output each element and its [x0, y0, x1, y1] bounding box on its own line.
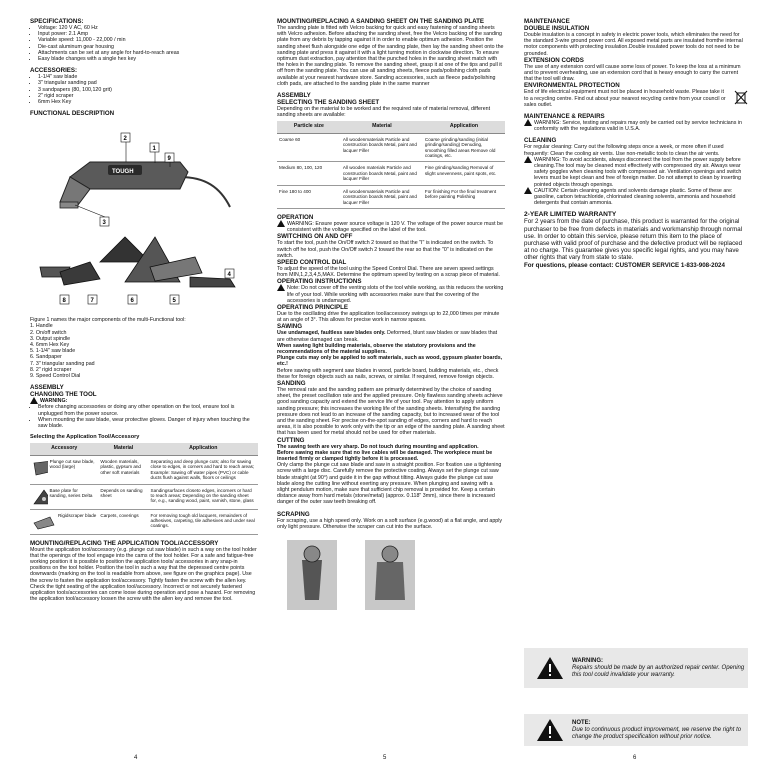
principle-heading: OPERATING PRINCIPLE	[277, 303, 349, 311]
table-header: Material	[341, 121, 423, 133]
weee-bin-icon	[734, 89, 748, 105]
cutting-heading: CUTTING	[277, 436, 305, 444]
blade-photos	[277, 540, 505, 610]
list-item: • Easy blade changes with a single hex key	[38, 56, 258, 62]
list-item: • 3 sandpapers (80, 100,120 grit)	[38, 87, 258, 93]
speed-heading: SPEED CONTROL DIAL	[277, 258, 347, 266]
warranty-heading: 2-YEAR LIMITED WARRANTY	[524, 211, 617, 219]
component-item: 8. 2" rigid scraper	[30, 366, 72, 373]
callout-8: 8	[62, 298, 66, 305]
maintenance-repairs-heading: MAINTENANCE & REPAIRS	[524, 113, 605, 121]
list-item: • 6mm Hex Key	[38, 99, 258, 105]
list-item: • Input power: 2.1 Amp	[38, 31, 258, 37]
sanding-sheet-text: The sanding plate is fitted with Velcro backing for quick and easy fastening of sanding sheets with Velcro adhesion. Before attaching the sanding sheet, free the Velcro backing of the sanding plate from any debris by tapping against it in order to enable optimum adhesion. Position the sanding sheet flush alongside one edge of the sanding plate, then lay the sanding sheet onto the sanding plate and press it against it with a light turning motion in clockwise direction. To ensure optimum dust extraction, pay attention that the punched holes in the sanding sheet match with the holes in the sanding plate. To remove the sanding sheet, grasp it at one of the tips and pull it off from the sanding plate. You can use all sanding sheets, fleece pads/polishing cloth pads available at your nearest hardware store. Sanding accessories, such as fleece pads/polishing cloth pads, are attached to the sanding plate in the same manner	[277, 25, 504, 87]
note-box	[524, 714, 748, 746]
operation-warning: WARNING: Ensure power source voltage is 120 V. The voltage of the power source must be consistent with the voltage specified on the label of the tool.	[287, 220, 503, 234]
double-insulation-heading: DOUBLE INSULATION	[524, 25, 590, 32]
callout-7: 7	[90, 298, 94, 305]
list-item: • 2" rigid scraper	[38, 93, 258, 99]
table-row: Rigidscraper blade Carpets, coverings For removing tough old lacquers, remainders of adhesives, carpeting, tile adhesives and under seal coatings.	[30, 509, 258, 534]
callout-6: 6	[130, 298, 134, 305]
table-row: Plunge cut saw blade, wood (large) Wooden materials, plastic, gypsum and other soft materials Separating and deep plunge cuts; also for sawing close to edges, in corners and hard to reach areas; Example: Sawing off water pipes (PVC) or cable ducts flush against walls, floors or ceilings	[30, 455, 258, 484]
saw-blade-icon	[32, 459, 48, 477]
extension-heading: EXTENSION CORDS	[524, 56, 584, 64]
maintenance-heading: MAINTENANCE	[524, 18, 570, 25]
component-item: 4. 6mm Hex Key	[30, 342, 70, 349]
column-page-5	[277, 18, 505, 610]
sanding-op-heading: SANDING	[277, 379, 306, 387]
warning-icon	[524, 119, 532, 126]
component-item: 2. On/off switch	[30, 329, 67, 336]
warning-icon	[524, 156, 532, 163]
sawing-heading: SAWING	[277, 323, 303, 331]
cleaning-text: For regular cleaning: Carry out the following steps once a week, or more often if used frequently: Clean the cooling air vents. Use non-metallic tools to clean the air vents.	[524, 144, 724, 157]
table-header: Accessory	[30, 443, 98, 455]
table-header: Application	[423, 121, 505, 133]
page-number-5: 5	[383, 755, 387, 761]
callout-2: 2	[123, 136, 127, 143]
table-row: Base plate for sanding, series Delta Depends on sanding sheet Sandingsurfaces closeto edges, incorners or hard to reach areas; Depending on the sanding sheet for, e.g., sanding wood, paint, varnish, stone, glass	[30, 484, 258, 509]
cutting-text: Only clamp the plunge cut saw blade and saw in a straight position. For fixation use a tightening screw with a large disc. Carefully remove the protective coating. Always set the plunge cut saw blade straight (at 90°) and guide it in the gap without tilting. Always guide the plunge cut saw blade along the cutting line without exerting any pressure. When plunging and sawing with a slight pendulum motion, make sure that sufficient chip removal is provided for. Keep a certain distance away from hard metals (stone/metal) (approx. 0.118" 3mm), since there is increased danger of the outer saw teeth breaking off.	[277, 462, 502, 506]
warranty-text: For 2 years from the date of purchase, this product is warranted for the original purchaser to be free from defects in materials and workmanship through normal use. In order to obtain this service, please return this item to the place of purchase with valid proof of purchase and the defective product will be replaced at no charge. This guarantee gives you specific legal rights, and you may have other rights that vary from state to state.	[524, 218, 743, 262]
callout-3: 3	[102, 220, 106, 227]
instructions-heading: OPERATING INSTRUCTIONS	[277, 278, 362, 286]
component-item: 5. 1-1/4" saw blade	[30, 348, 76, 355]
table-header: Application	[149, 443, 258, 455]
spec-heading: SPECIFICATIONS:	[30, 18, 84, 25]
grit-table	[277, 121, 505, 208]
brand-label: TOUGH	[112, 169, 134, 176]
table-header: Material	[98, 443, 148, 455]
table-header: Particle size	[277, 121, 341, 133]
warning-item: • When mounting the saw blade, wear protective gloves. Danger of injury when touching the saw blade.	[38, 417, 258, 429]
changing-heading: CHANGING THE TOOL	[30, 391, 97, 399]
saw-blade-photo-icon	[287, 540, 337, 610]
figure-caption: Figure 1 names the major components of the multi-Functional tool:	[30, 317, 186, 324]
extension-text: The use of any extension cord will cause some loss of power. To keep the loss at a minimum and to prevent overheating, use an extension cord that is heavy enough to carry the current that the tool will draw.	[524, 63, 741, 83]
switch-text: To start the tool, push the On/Off switch 2 toward so that the "I" is indicated on the switch. To switch off he tool, push the On/Off switch 2 toward the rear so that the "0" is indicated on the switch.	[277, 240, 494, 259]
component-item: 3. Output spindle	[30, 335, 71, 342]
assembly-heading: ASSEMBLY	[30, 384, 64, 392]
note-triangle-icon	[536, 718, 564, 742]
accessories-heading: ACCESSORIES:	[30, 67, 78, 75]
environment-heading: ENVIRONMENTAL PROTECTION	[524, 82, 620, 90]
warning-item: • Before changing accessories or doing any other operation on the tool, ensure tool is unplugged from the power source.	[38, 404, 258, 416]
accessories-list	[30, 74, 258, 105]
multitool-illustration-icon	[30, 117, 258, 317]
page-number-4: 4	[134, 755, 138, 761]
cleaning-caution: CAUTION: Certain cleaning agents and solvents damage plastic. Some of these are: gasoline, carbon tetrachloride, chlorinated cleaning solvents, ammonia and household detergents that contain ammonia.	[534, 187, 736, 207]
scraper-photo-icon	[365, 540, 415, 610]
instructions-text: Note: Do not cover off the venting slots of the tool while working, as this reduces the working life of your tool. While working with accessories make sure that the covering of the accessories is undamaged.	[287, 285, 504, 304]
list-item: • 3" triangular sanding pad	[38, 80, 258, 86]
warning-label: WARNING:	[40, 398, 68, 405]
sawing-bold-2: When sawing light building materials, observe the statutory provisions and the recommendations of the material suppliers.	[277, 342, 476, 355]
accessory-table	[30, 443, 258, 534]
table-row: Fine 180 to 400 All woodenmaterials Particle and construction boards Metal, paint and lacquer Filler For finishing For the final treatment before painting Polishing	[277, 185, 505, 208]
cleaning-warning: WARNING: To avoid accidents, always disconnect the tool from the power supply before cleaning.The tool may be cleaned most effectively with compressed dry air. Always wear safety goggles when cleaning tools with compressed air. Ventilation openings and switch levers must be kept clean and free of foreign matter. Do not attempt to clean by inserting pointed objects through openings.	[534, 156, 742, 188]
double-insulation-text: Double insulation is a concept in safety in electric power tools, which eliminates the need for the standard 3-wire ground power cord. All exposed metal parts are insulated fromthe internal motor components with protecting insulation.Double insulated power tools do not need to be grounded.	[524, 32, 743, 57]
callout-9: 9	[167, 156, 171, 163]
warning-box-title: WARNING:	[572, 657, 603, 664]
note-box-text: Due to continuous product improvement, we reserve the right to change the product specification without prior notice.	[572, 726, 742, 740]
scraper-blade-icon	[32, 513, 56, 531]
sawing-text-2: Before sawing with segment saw blades in wood, particle board, building materials, etc., check these for foreign objects such as nails, screws, or similar. If required, remove foreign objects.	[277, 367, 499, 380]
list-item: • Die-cast aluminum gear housing	[38, 44, 258, 50]
mounting-text: Mount the application tool/accessory (e.g. plunge cut saw blade) in such a way on the tool holder that the openings of the tool engage into the cams of the tool holder. For a safe and fatigue-free working position it is possible to position the application tools/ accessories in any snap-in positions on the tool holder. Position the tool in such a way that the depressed centre points downwards (marking on the tool is readable from above, see figure on the graphics page). Use the screw to fasten the application tool/accessory. Tightly fasten the screw with the allen key. Check the tight seating of the application tool/accessory. Incorrect or not securely fastened application tools/accessories can come loose during operation and pose a hazard. For removing the application tool/accessory loosen the screw with the allen key and remove the tool.	[30, 546, 257, 603]
list-item: • Attachments can be set at any angle for hard-to-reach areas	[38, 50, 258, 56]
cleaning-heading: CLEANING	[524, 137, 557, 145]
accessory-table-title: Selecting the Application Tool/Accessory	[30, 434, 140, 441]
scraping-text: For scraping, use a high speed only. Work on a soft surface (e.g.wood) at a flat angle, and apply only light pressure. Otherwise the scraper can cut into the surface.	[277, 517, 503, 530]
sanding-sheet-heading: MOUNTING/REPLACING A SANDING SHEET ON THE SANDING PLATE	[277, 18, 485, 25]
sawing-text-1: Deformed, blunt saw blades or saw blades that are otherwise damaged can break.	[277, 330, 498, 343]
warning-box	[524, 648, 748, 688]
warning-icon	[277, 284, 285, 291]
sawing-bold-1: Use undamaged, faultless saw blades only.	[277, 330, 386, 337]
select-sheet-heading: SELECTING THE SANDING SHEET	[277, 99, 380, 107]
list-item: • Voltage: 120 V AC, 60 Hz	[38, 25, 258, 31]
environment-text: End of life electrical equipment must not be placed in household waste. Please take it to a recycling centre. Find out about your nearest recycling centre from your council or sales outlet.	[524, 89, 726, 108]
component-item: 6. Sandpaper	[30, 354, 62, 361]
warning-icon	[30, 397, 38, 404]
scraping-heading: SCRAPING	[277, 510, 310, 518]
column-page-6	[524, 18, 748, 269]
column-page-4	[30, 18, 258, 602]
component-item: 9. Speed Control Dial	[30, 373, 81, 380]
note-box-title: NOTE:	[572, 719, 591, 726]
select-sheet-text: Depending on the material to be worked and the required rate of material removal, different sanding sheets are available:	[277, 106, 491, 119]
sanding-plate-icon	[32, 488, 48, 506]
callout-5: 5	[172, 298, 176, 305]
warning-icon	[277, 220, 285, 227]
operation-heading: OPERATION	[277, 213, 314, 221]
spec-list	[30, 25, 258, 62]
caution-icon	[524, 187, 532, 194]
cutting-bold-1: The sawing teeth are very sharp. Do not touch during mounting and application.	[277, 443, 479, 450]
component-item: 7. 3" triangular sanding pad	[30, 360, 95, 367]
table-row: Medium 80, 100, 120 All wooden materials Particle and construction boards Metal, paint and lacquer Filler Fine grinding/sanding Removal of slight unevenness, paint spots, etc.	[277, 162, 505, 185]
tool-figure	[30, 117, 258, 317]
table-row: Coarse 60 All woodenmaterials Particle and construction boards Metal, paint and lacquer Filler Coarse grinding/sanding (initial grinding/sanding) Denuding, smoothing filled areas Remove old coatings, etc.	[277, 133, 505, 162]
warning-box-text: Repairs should be made by an authorized repair center. Opening this tool could invalidate your warranty.	[572, 664, 745, 678]
component-item: 1. Handle	[30, 323, 53, 330]
list-item: • Variable speed: 11,000 - 22,000 / min	[38, 37, 258, 43]
cutting-bold-2: Before sawing make sure that no live cables will be damaged. The workpiece must be inserted firmly or clamped tightly before it is processed.	[277, 449, 493, 462]
callout-4: 4	[227, 272, 231, 279]
maintenance-repairs-text: WARNING: Service, testing and repairs may only be carried out by service technicians in conformity with the regulations valid in U.S.A.	[534, 120, 742, 133]
speed-text: To adjust the speed of the tool using the Speed Control Dial. There are seven speed settings from MIN,1,2,3,4,5,MAX. Determine the optimum speed by testing on a scrap piece of material.	[277, 265, 500, 279]
switch-heading: SWITCHING ON AND OFF	[277, 233, 353, 241]
list-item: • 1-1/4" saw blade	[38, 74, 258, 80]
functional-heading: FUNCTIONAL DESCRIPTION	[30, 110, 115, 118]
page-number-6: 6	[633, 755, 637, 761]
principle-text: Due to the oscillating drive the application tool/accessory swings up to 22,000 times per minute at an angle of 3°. This allows for precise work in narrow spaces.	[277, 310, 500, 324]
sawing-bold-3: Plunge cuts may only be applied to soft materials, such as wood, gypsum plaster boards, etc.!	[277, 355, 503, 368]
assembly-heading-2: ASSEMBLY	[277, 92, 311, 100]
mounting-heading: MOUNTING/REPLACING THE APPLICATION TOOL/ACCESSORY	[30, 539, 219, 547]
callout-1: 1	[152, 146, 156, 153]
sanding-op-text: The removal rate and the sanding pattern are primarily determined by the choice of sanding sheet, the preset oscillation rate and the applied pressure. Only flawless sanding sheets achieve good sanding capacity and extend the service life of your tool. Pay attention to apply uniform sanding pressure; this increases the working life of the sanding sheets. Intensifying the sanding pressure does not lead to an increase of the sanding capacity, but to increased wear of the tool and the sanding sheet. For precise on-the-spot sanding of edges, corners and hard to reach areas, it is also possible to work only with the tip or an edge of the sanding plate. A sanding sheet that has been used for metal should not be used for other materials.	[277, 386, 505, 437]
customer-service: For questions, please contact: CUSTOMER SERVICE 1-833-908-2024	[524, 261, 725, 269]
warning-triangle-icon	[536, 656, 564, 680]
